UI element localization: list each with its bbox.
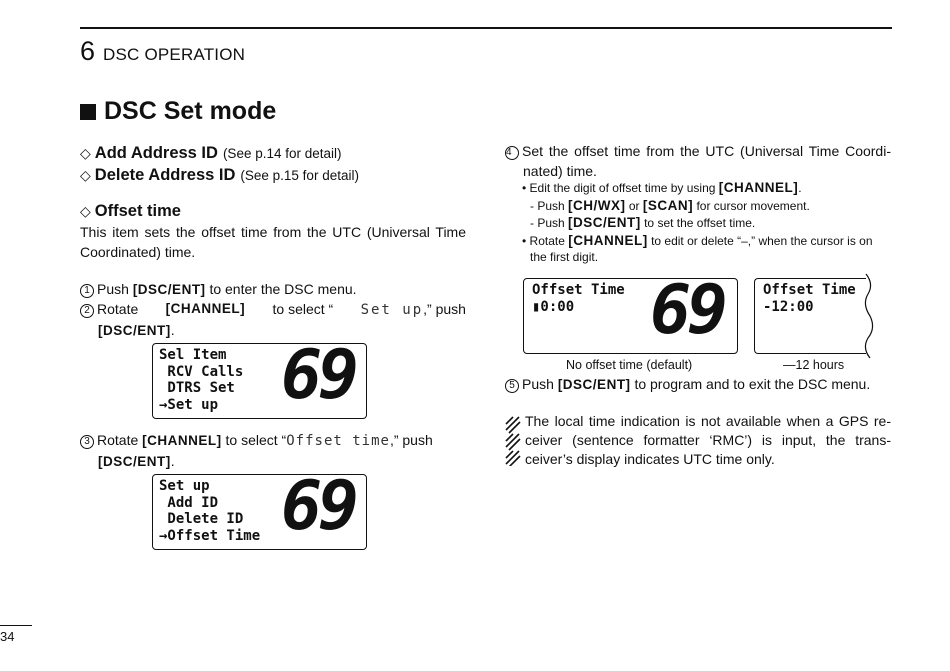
delete-address-id-item: [80, 166, 359, 185]
dsc-ent-key: [DSC/ENT]: [98, 323, 171, 338]
dsc-ent-key: [DSC/ENT]: [557, 377, 631, 392]
square-bullet-icon: [80, 104, 96, 120]
sub-dash-set: - Push [DSC/ENT] to set the offset time.: [530, 215, 756, 230]
step-number: 4: [505, 146, 519, 160]
step-4: 4 Set the offset time from the UTC (Universal Time Coordi- nated) time.: [506, 143, 891, 179]
section-title-text: DSC Set mode: [104, 97, 277, 125]
step-number: 2: [80, 304, 94, 318]
offset-intro-line1: This item sets the offset time from the UTC (Universal Time: [80, 224, 466, 240]
lcd-display-sel-item: Sel Item RCV Calls DTRS Set →Set up 69: [152, 343, 367, 419]
add-address-id-ref: (See p.14 for detail): [222, 146, 342, 161]
scan-key: [SCAN]: [642, 198, 694, 213]
lcd-text: Offset time: [286, 433, 390, 449]
chapter-number: 6: [80, 36, 96, 66]
ch-wx-key: [CH/WX]: [568, 198, 626, 213]
delete-address-id-ref: (See p.15 for detail): [240, 168, 359, 183]
diamond-icon: ◇: [80, 203, 91, 219]
channel-key: [CHANNEL]: [568, 233, 648, 248]
lcd-display-offset-default: Offset Time ▮0:00 69: [523, 278, 738, 354]
sub-bullet-edit: • Edit the digit of offset time by using [CHANNEL].: [522, 180, 802, 195]
sub-dash-cursor: - Push [CH/WX] or [SCAN] for cursor movement.: [530, 198, 810, 213]
torn-edge-icon: [860, 272, 882, 360]
channel-number-display: 69: [281, 467, 355, 546]
dsc-ent-key: [DSC/ENT]: [98, 454, 171, 469]
caption-minus12: —12 hours: [783, 358, 845, 372]
add-address-id-item: [80, 144, 342, 163]
offset-time-item: [80, 202, 181, 221]
offset-intro-line2: Coordinated) time.: [80, 244, 196, 260]
sub-bullet-rotate: • Rotate [CHANNEL] to edit or delete “–,” when the cursor is on: [522, 233, 873, 248]
step-5: 5 Push [DSC/ENT] to program and to exit the DSC menu.: [505, 374, 891, 395]
section-title: [80, 97, 276, 126]
channel-key: [CHANNEL]: [142, 433, 222, 448]
note-hatch-icon: [505, 416, 521, 466]
offset-intro: [80, 222, 466, 262]
add-address-id-heading: Add Address ID: [94, 144, 218, 162]
chapter-header: [80, 36, 245, 67]
dsc-ent-key: [DSC/ENT]: [568, 215, 641, 230]
caption-default: No offset time (default): [566, 358, 693, 372]
step-3: 3 Rotate [CHANNEL] to select “Offset time,” push [DSC/ENT].: [80, 430, 466, 472]
lcd-text: Set up: [360, 302, 424, 318]
channel-key: [CHANNEL]: [165, 301, 246, 316]
chapter-title: DSC OPERATION: [103, 45, 246, 64]
channel-number-display: 69: [650, 271, 724, 350]
offset-time-heading: Offset time: [94, 202, 181, 220]
delete-address-id-heading: Delete Address ID: [94, 166, 236, 184]
note-text: The local time indication is not available when a GPS re-ceiver (sentence formatter ‘RMC’) is input, the trans-ceiver’s display indicates UTC time only.: [525, 413, 891, 467]
top-rule: [80, 27, 892, 29]
lcd-display-offset-minus12: Offset Time -12:00: [754, 278, 866, 354]
dsc-ent-key: [DSC/ENT]: [132, 282, 206, 297]
diamond-icon: ◇: [80, 167, 91, 183]
page-rule: [0, 625, 32, 626]
lcd-display-set-up: Set up Add ID Delete ID →Offset Time 69: [152, 474, 367, 550]
sub-bullet-rotate-line2: the first digit.: [530, 250, 599, 264]
page-number: 34: [0, 629, 15, 644]
step-1: 1 Push [DSC/ENT] to enter the DSC menu.: [80, 279, 466, 300]
step-number: 5: [505, 379, 519, 393]
step-number: 1: [80, 284, 94, 298]
channel-key: [CHANNEL]: [718, 180, 799, 195]
channel-number-display: 69: [281, 336, 355, 415]
step-2: 2 Rotate [CHANNEL] to select “ Set up,” push [DSC/ENT].: [80, 299, 466, 341]
diamond-icon: ◇: [80, 145, 91, 161]
step-number: 3: [80, 435, 94, 449]
